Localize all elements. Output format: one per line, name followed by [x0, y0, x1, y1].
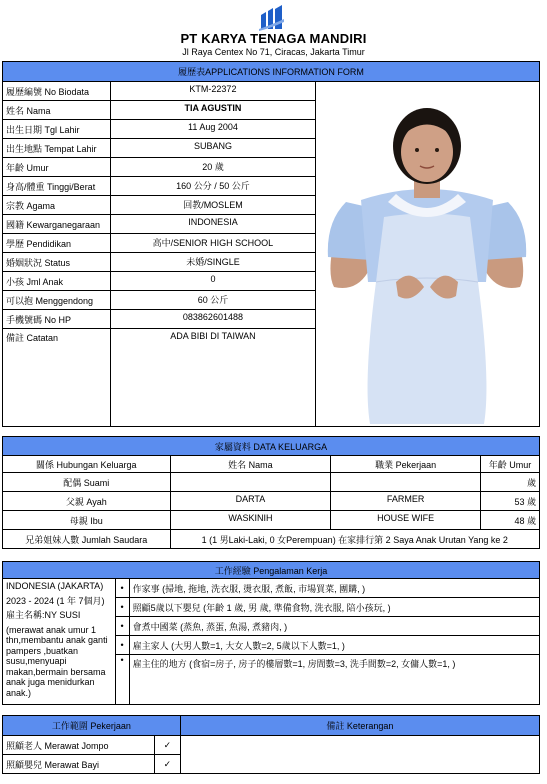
jobs-header-left: 工作範圍 Pekerjaan — [3, 716, 181, 736]
family-header: 姓名 Nama — [170, 456, 331, 473]
bio-label: 身高/體重 Tinggi/Berat — [3, 177, 111, 196]
bio-value: 60 公斤 — [110, 291, 315, 310]
bio-value: TIA AGUSTIN — [110, 101, 315, 120]
bio-label: 婚姻狀況 Status — [3, 253, 111, 272]
bullet-icon: • — [115, 636, 129, 655]
table-row — [3, 736, 540, 755]
duty-item: 會煮中國菜 (蒸魚, 蒸蛋, 魚湯, 煮豬肉, ) — [129, 617, 539, 636]
family-job — [331, 473, 481, 492]
duty-item: 雇主住的地方 (食宿=房子, 房子的樓層數=1, 房間數=3, 洗手間數=2, 女傭人數=1, ) — [129, 655, 539, 705]
duty-item: 照顧5歲以下嬰兒 (年齡 1 歲, 男 歲, 準備食物, 洗衣服, 陪小孩玩, ) — [129, 598, 539, 617]
bullet-icon: • — [115, 617, 129, 636]
employer-name: 雇主名稱:NY SUSI — [6, 610, 81, 620]
bio-label: 出生日期 Tgl Lahir — [3, 120, 111, 139]
bio-value: KTM-22372 — [110, 82, 315, 101]
family-header: 關係 Hubungan Keluarga — [3, 456, 171, 473]
bio-label: 可以抱 Menggendong — [3, 291, 111, 310]
bio-value: ADA BIBI DI TAIWAN — [110, 329, 315, 427]
jobs-notes — [180, 736, 539, 774]
table-row — [3, 473, 540, 492]
bio-value: 高中/SENIOR HIGH SCHOOL — [110, 234, 315, 253]
family-relation: 父親 Ayah — [3, 492, 171, 511]
siblings-value: 1 (1 男Laki-Laki, 0 女Perempuan) 在家排行第 2 Saya Anak Urutan Yang ke 2 — [170, 530, 539, 549]
bullet-icon: • — [115, 579, 129, 598]
check-icon: ✓ — [154, 736, 180, 755]
jobs-header-right: 備註 Keterangan — [180, 716, 539, 736]
bio-value: 083862601488 — [110, 310, 315, 329]
duty-item: 雇主家人 (大男人數=1, 大女人數=2, 5歲以下人數=1, ) — [129, 636, 539, 655]
family-age: 48 歲 — [481, 511, 540, 530]
work-title: 工作經驗 Pengalaman Kerja — [3, 562, 540, 579]
bio-value: 11 Aug 2004 — [110, 120, 315, 139]
bullet-icon: • — [115, 598, 129, 617]
bio-label: 年齡 Umur — [3, 158, 111, 177]
work-table — [2, 561, 540, 705]
work-description: (merawat anak umur 1 thn,membantu anak ganti pampers ,buatkan susu,menyuapi makan,bermain bersama anak juga menidurkan anak.) — [6, 624, 108, 698]
company-logo — [257, 5, 285, 31]
family-age: 歲 — [481, 473, 540, 492]
bio-label: 出生地點 Tempat Lahir — [3, 139, 111, 158]
bio-label: 備註 Catatan — [3, 329, 111, 427]
family-name: WASKINIH — [170, 511, 331, 530]
bio-value: SUBANG — [110, 139, 315, 158]
table-row — [3, 511, 540, 530]
siblings-label: 兄弟姐妹人數 Jumlah Saudara — [3, 530, 171, 549]
bio-label: 宗教 Agama — [3, 196, 111, 215]
check-icon: ✓ — [154, 755, 180, 774]
form-header — [0, 0, 547, 60]
bio-value: 0 — [110, 272, 315, 291]
form-title: 履歷表APPLICATIONS INFORMATION FORM — [3, 62, 540, 82]
job-label: 照顧老人 Merawat Jompo — [3, 736, 155, 755]
family-relation: 母親 Ibu — [3, 511, 171, 530]
bio-table — [2, 61, 540, 427]
family-table — [2, 436, 540, 549]
jobs-table — [2, 715, 540, 774]
bullet-icon: • — [115, 655, 129, 705]
family-job: HOUSE WIFE — [331, 511, 481, 530]
family-name: DARTA — [170, 492, 331, 511]
family-job: FARMER — [331, 492, 481, 511]
bio-value: 20 歲 — [110, 158, 315, 177]
bio-label: 手機號碼 No HP — [3, 310, 111, 329]
family-header: 職業 Pekerjaan — [331, 456, 481, 473]
bio-value: 回教/MOSLEM — [110, 196, 315, 215]
bio-value: 未婚/SINGLE — [110, 253, 315, 272]
applicant-photo-image — [316, 82, 538, 424]
family-age: 53 歲 — [481, 492, 540, 511]
bio-value: INDONESIA — [110, 215, 315, 234]
bio-label: 履歷編號 No Biodata — [3, 82, 111, 101]
bio-label: 學歷 Pendidikan — [3, 234, 111, 253]
bio-label: 國籍 Kewarganegaraan — [3, 215, 111, 234]
work-period: 2023 - 2024 (1 年 7個月) — [6, 595, 105, 606]
work-history — [3, 579, 116, 705]
applicant-photo — [315, 82, 539, 427]
duty-item: 作家事 (掃地, 拖地, 洗衣服, 燙衣服, 煮飯, 市場買菜, 團購, ) — [129, 579, 539, 598]
company-name: PT KARYA TENAGA MANDIRI — [180, 31, 367, 46]
family-relation: 配偶 Suami — [3, 473, 171, 492]
job-label: 照顧嬰兒 Merawat Bayi — [3, 755, 155, 774]
bio-value: 160 公分 / 50 公斤 — [110, 177, 315, 196]
bio-label: 姓名 Nama — [3, 101, 111, 120]
family-title: 家屬資料 DATA KELUARGA — [3, 437, 540, 456]
table-row — [3, 492, 540, 511]
bio-label: 小孩 Jml Anak — [3, 272, 111, 291]
family-name — [170, 473, 331, 492]
work-location: INDONESIA (JAKARTA) — [6, 581, 104, 591]
family-header: 年齡 Umur — [481, 456, 540, 473]
company-address: Jl Raya Centex No 71, Ciracas, Jakarta Timur — [182, 47, 365, 57]
